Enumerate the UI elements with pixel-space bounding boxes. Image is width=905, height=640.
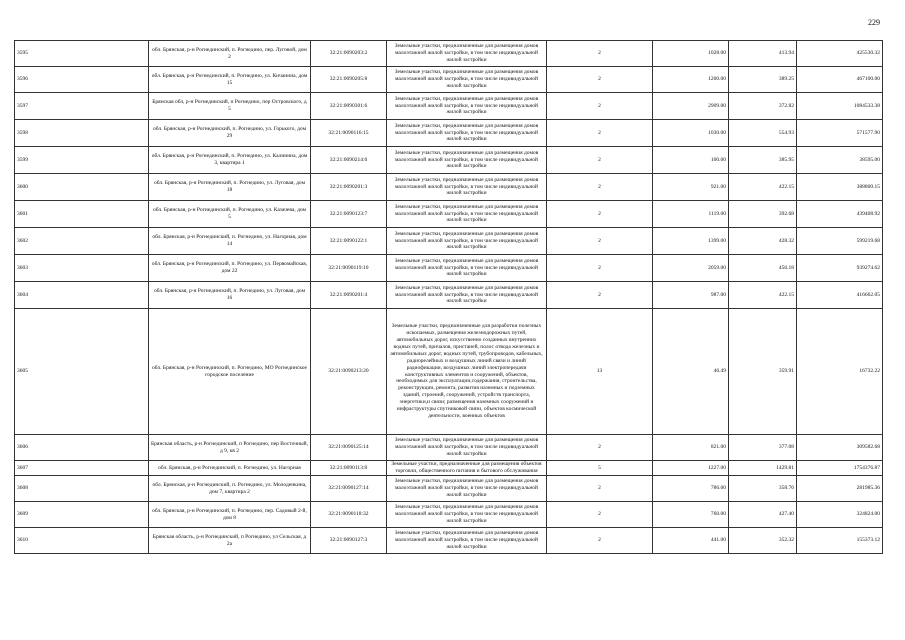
- table-row: [15, 476, 883, 502]
- area-cell: 1200.00: [653, 67, 729, 93]
- area-cell: 1227.00: [653, 461, 729, 476]
- specific-value-cell: 428.32: [729, 228, 797, 255]
- cadastral-value-cell: 281985.36: [797, 476, 883, 502]
- cadastral-value-cell: 38595.00: [797, 147, 883, 174]
- land-use-cell: Земельные участки, предназначенные для размещения домов малоэтажной жилой застройки, в том числе индивидуальной жилой застройки: [387, 255, 547, 282]
- row-number: 3600: [15, 174, 149, 201]
- specific-value-cell: 427.40: [729, 502, 797, 528]
- category-cell: 5: [547, 461, 653, 476]
- cadastral-number-cell: 32:21:0090201:4: [311, 282, 387, 309]
- area-cell: 100.00: [653, 147, 729, 174]
- land-use-cell: Земельные участки, предназначенные для размещения домов малоэтажной жилой застройки, в том числе индивидуальной жилой застройки: [387, 228, 547, 255]
- land-use-cell: Земельные участки, предназначенные для размещения домов малоэтажной жилой застройки, в том числе индивидуальной жилой застройки: [387, 67, 547, 93]
- row-number: 3603: [15, 255, 149, 282]
- land-use-cell: Земельные участки, предназначенные для размещения объектов торговли, общественного питания и бытового обслуживания: [387, 461, 547, 476]
- table-row: [15, 309, 883, 435]
- land-use-cell: Земельные участки, предназначенные для размещения домов малоэтажной жилой застройки, в том числе индивидуальной жилой застройки: [387, 41, 547, 67]
- cadastral-value-cell: 1754376.87: [797, 461, 883, 476]
- specific-value-cell: 389.25: [729, 67, 797, 93]
- cadastral-number-cell: 32:21:0090122:1: [311, 228, 387, 255]
- cadastral-value-cell: 324824.00: [797, 502, 883, 528]
- cadastral-number-cell: 32:21:0090201:3: [311, 174, 387, 201]
- row-number: 3595: [15, 41, 149, 67]
- cadastral-value-cell: 439408.92: [797, 201, 883, 228]
- row-number: 3605: [15, 309, 149, 435]
- area-cell: 441.00: [653, 528, 729, 554]
- area-cell: 821.00: [653, 435, 729, 461]
- category-cell: 2: [547, 282, 653, 309]
- address-cell: обл. Брянская, р-н Рогнединский, п. Рогнедино, ул. Луговая, дом 16: [149, 282, 311, 309]
- area-cell: 1399.00: [653, 228, 729, 255]
- table-row: [15, 435, 883, 461]
- cadastral-value-cell: 155373.12: [797, 528, 883, 554]
- address-cell: Брянская обл, р-н Рогнединский, п Рогнедино, пер Островского, д 5: [149, 93, 311, 120]
- specific-value-cell: 359.91: [729, 309, 797, 435]
- table-row: [15, 228, 883, 255]
- table-row: [15, 502, 883, 528]
- row-number: 3608: [15, 476, 149, 502]
- address-cell: обл. Брянская, р-н Рогнединский, п. Рогнедино, ул. Нагорная, дом 14: [149, 228, 311, 255]
- category-cell: 2: [547, 41, 653, 67]
- category-cell: 2: [547, 93, 653, 120]
- land-use-cell: Земельные участки, предназначенные для размещения домов малоэтажной жилой застройки, в том числе индивидуальной жилой застройки: [387, 502, 547, 528]
- specific-value-cell: 352.32: [729, 528, 797, 554]
- address-cell: Брянская область, р-н Рогнединский, п Рогнедино, пер Восточный, д 9, кв 2: [149, 435, 311, 461]
- cadastral-value-cell: 1084533.38: [797, 93, 883, 120]
- area-cell: 1028.00: [653, 41, 729, 67]
- cadastral-number-cell: 32:21:0090116:15: [311, 120, 387, 147]
- specific-value-cell: 377.08: [729, 435, 797, 461]
- table-row: [15, 174, 883, 201]
- row-number: 3597: [15, 93, 149, 120]
- address-cell: обл. Брянская, р-н Рогнединский, п. Рогнедино, ул. Казачева, дом 5: [149, 201, 311, 228]
- address-cell: обл. Брянская, р-н Рогнединский, п. Рогнедино, МО Рогнединское городское поселение: [149, 309, 311, 435]
- address-cell: обл. Брянская, р-н Рогнединский, п. Рогнедино, ул. Кичанина, дом 15: [149, 67, 311, 93]
- table-row: [15, 255, 883, 282]
- category-cell: 2: [547, 435, 653, 461]
- cadastral-number-cell: 32:21:0090203:2: [311, 41, 387, 67]
- area-cell: 987.00: [653, 282, 729, 309]
- cadastral-value-table: [14, 40, 883, 554]
- row-number: 3609: [15, 502, 149, 528]
- cadastral-number-cell: 32:21:0090127:3: [311, 528, 387, 554]
- table-row: [15, 93, 883, 120]
- category-cell: 2: [547, 255, 653, 282]
- address-cell: обл. Брянская, р-н Рогнединский, п. Рогнедино, ул. Калинина, дом 3, квартира 1: [149, 147, 311, 174]
- land-use-cell: Земельные участки, предназначенные для размещения домов малоэтажной жилой застройки, в том числе индивидуальной жилой застройки: [387, 528, 547, 554]
- table-row: [15, 528, 883, 554]
- row-number: 3607: [15, 461, 149, 476]
- land-use-cell: Земельные участки, предназначенные для размещения домов малоэтажной жилой застройки, в том числе индивидуальной жилой застройки: [387, 120, 547, 147]
- row-number: 3601: [15, 201, 149, 228]
- category-cell: 2: [547, 476, 653, 502]
- cadastral-number-cell: 32:21:0090213:20: [311, 309, 387, 435]
- cadastral-value-cell: 388800.15: [797, 174, 883, 201]
- address-cell: обл. Брянская, р-н Рогнединский, п. Рогнедино, пер. Луговой, дом 2: [149, 41, 311, 67]
- land-use-cell: Земельные участки, предназначенные для размещения домов малоэтажной жилой застройки, в том числе индивидуальной жилой застройки: [387, 201, 547, 228]
- specific-value-cell: 456.18: [729, 255, 797, 282]
- specific-value-cell: 1429.81: [729, 461, 797, 476]
- specific-value-cell: 422.15: [729, 282, 797, 309]
- category-cell: 2: [547, 67, 653, 93]
- area-cell: 2909.00: [653, 93, 729, 120]
- cadastral-number-cell: 32:21:0090113:8: [311, 461, 387, 476]
- address-cell: обл. Брянская, р-н Рогнединский, п. Рогнедино, ул. Горького, дом 29: [149, 120, 311, 147]
- category-cell: 2: [547, 120, 653, 147]
- cadastral-value-cell: 16732.22: [797, 309, 883, 435]
- address-cell: обл. Брянская, р-н Рогнединский, п. Рогнедино, пер. Садовый 2-й, дом 8: [149, 502, 311, 528]
- area-cell: 46.49: [653, 309, 729, 435]
- row-number: 3596: [15, 67, 149, 93]
- cadastral-number-cell: 32:21:0090119:10: [311, 255, 387, 282]
- cadastral-value-cell: 939274.62: [797, 255, 883, 282]
- row-number: 3599: [15, 147, 149, 174]
- cadastral-number-cell: 32:21:0090301:6: [311, 93, 387, 120]
- table-row: [15, 147, 883, 174]
- row-number: 3606: [15, 435, 149, 461]
- cadastral-value-cell: 309582.68: [797, 435, 883, 461]
- cadastral-value-cell: 467100.00: [797, 67, 883, 93]
- land-use-cell: Земельные участки, предназначенные для размещения домов малоэтажной жилой застройки, в том числе индивидуальной жилой застройки: [387, 93, 547, 120]
- specific-value-cell: 392.68: [729, 201, 797, 228]
- cadastral-number-cell: 32:21:0090118:32: [311, 502, 387, 528]
- cadastral-number-cell: 32:21:0090214:6: [311, 147, 387, 174]
- specific-value-cell: 422.15: [729, 174, 797, 201]
- land-use-cell: Земельные участки, предназначенные для размещения домов малоэтажной жилой застройки, в том числе индивидуальной жилой застройки: [387, 435, 547, 461]
- cadastral-value-cell: 599219.68: [797, 228, 883, 255]
- land-use-cell: Земельные участки, предназначенные для размещения домов малоэтажной жилой застройки, в том числе индивидуальной жилой застройки: [387, 476, 547, 502]
- table-row: [15, 201, 883, 228]
- table-row: [15, 461, 883, 476]
- address-cell: обл. Брянская, р-н Рогнединский, п. Рогнедино, ул. Нагорная: [149, 461, 311, 476]
- area-cell: 760.00: [653, 502, 729, 528]
- area-cell: 1119.00: [653, 201, 729, 228]
- table-row: [15, 67, 883, 93]
- address-cell: обл. Брянская, р-н Рогнединский, п. Рогнедино, ул. Первомайская, дом 22: [149, 255, 311, 282]
- area-cell: 786.00: [653, 476, 729, 502]
- table-row: [15, 120, 883, 147]
- category-cell: 2: [547, 228, 653, 255]
- specific-value-cell: 413.94: [729, 41, 797, 67]
- land-use-cell: Земельные участки, предназначенные для размещения домов малоэтажной жилой застройки, в том числе индивидуальной жилой застройки: [387, 174, 547, 201]
- specific-value-cell: 372.82: [729, 93, 797, 120]
- row-number: 3604: [15, 282, 149, 309]
- area-cell: 1030.00: [653, 120, 729, 147]
- cadastral-value-cell: 425530.32: [797, 41, 883, 67]
- address-cell: обл. Брянская, р-н Рогнединский, п. Рогнедино, ул. Луговая, дом 18: [149, 174, 311, 201]
- land-use-cell: Земельные участки, предназначенные для размещения домов малоэтажной жилой застройки, в том числе индивидуальной жилой застройки: [387, 282, 547, 309]
- category-cell: 2: [547, 174, 653, 201]
- specific-value-cell: 358.76: [729, 476, 797, 502]
- address-cell: Брянская область, р-н Рогнединский, п Рогнедино, ул Сельская, д 2а: [149, 528, 311, 554]
- specific-value-cell: 554.93: [729, 120, 797, 147]
- cadastral-value-cell: 416662.05: [797, 282, 883, 309]
- table-row: [15, 41, 883, 67]
- specific-value-cell: 385.95: [729, 147, 797, 174]
- category-cell: 2: [547, 502, 653, 528]
- cadastral-number-cell: 32:21:0090205:8: [311, 67, 387, 93]
- cadastral-number-cell: 32:21:0090125:14: [311, 435, 387, 461]
- category-cell: 2: [547, 147, 653, 174]
- area-cell: 921.00: [653, 174, 729, 201]
- land-use-cell: Земельные участки, предназначенные для разработки полезных ископаемых, размещения железнодорожных путей, автомобильных дорог, искусственно созданных внутренних водных путей, причалов, пристаней, полос отвода железных и автомобильных дорог, водных путей, трубопроводов, кабельных, радиорелейных и воздушных линий связи и линий радиофикации, воздушных линий электропередачи конструктивных элементов и сооружений, объектов, необходимых для эксплуатации,содержания, строительства, реконструкции, ремонта, развития наземных и подземных зданий, строений, сооружений, устройств транспорта, энергетики,и связи; размещения наземных сооружений и инфраструктуры спутниковой связи, объектов космической деятельности, военных объектов: [387, 309, 547, 435]
- address-cell: обл. Брянская, р-н Рогнединский, п. Рогнедино, ул. Молоденкина, дом 7, квартира 2: [149, 476, 311, 502]
- area-cell: 2059.00: [653, 255, 729, 282]
- row-number: 3602: [15, 228, 149, 255]
- cadastral-number-cell: 32:21:0090123:7: [311, 201, 387, 228]
- cadastral-value-cell: 571577.90: [797, 120, 883, 147]
- page-number: 229: [868, 18, 880, 27]
- category-cell: 2: [547, 528, 653, 554]
- land-use-cell: Земельные участки, предназначенные для размещения домов малоэтажной жилой застройки, в том числе индивидуальной жилой застройки: [387, 147, 547, 174]
- row-number: 3598: [15, 120, 149, 147]
- table-row: [15, 282, 883, 309]
- category-cell: 13: [547, 309, 653, 435]
- row-number: 3610: [15, 528, 149, 554]
- cadastral-number-cell: 32:21:0090127:14: [311, 476, 387, 502]
- category-cell: 2: [547, 201, 653, 228]
